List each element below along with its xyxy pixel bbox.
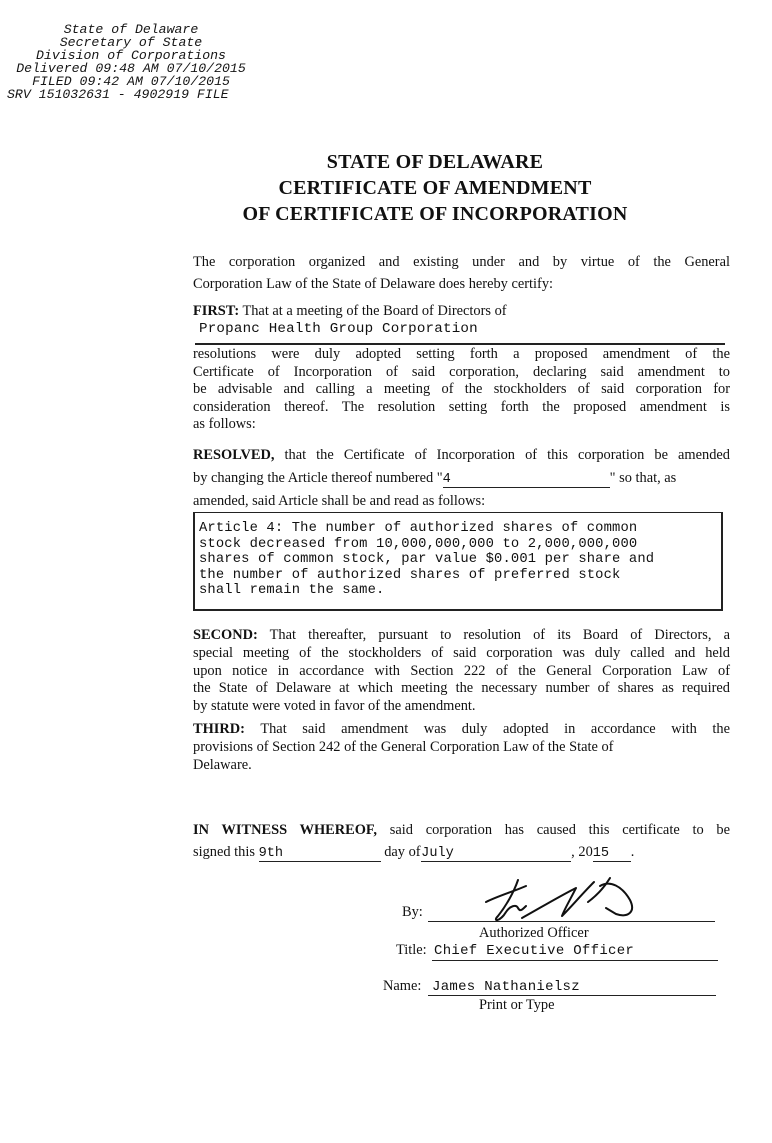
title-line-3: OF CERTIFICATE OF INCORPORATION — [242, 203, 628, 225]
document-title — [200, 149, 670, 227]
second-line: the State of Delaware at which meeting the necessary number of shares as required — [193, 680, 730, 697]
article-number-field: 4 — [443, 473, 610, 488]
stamp-line: State of Delaware — [63, 22, 199, 37]
third-line: Delaware. — [193, 756, 252, 773]
officer-name-field: James Nathanielsz — [432, 979, 580, 995]
name-label: Name: — [383, 978, 422, 994]
third-line — [193, 721, 730, 739]
company-name-underline — [195, 343, 725, 345]
name-underline — [428, 995, 716, 996]
authorized-officer-caption: Authorized Officer — [479, 925, 589, 941]
second-line — [193, 627, 730, 645]
signature-stroke — [486, 886, 526, 902]
second-line: upon notice in accordance with Section 222 of the General Corporation Law of — [193, 662, 730, 679]
resolved-text: that the Certificate of Incorporation of this corporation be amended — [274, 447, 730, 463]
first-label: FIRST: — [193, 303, 240, 319]
resolved-line — [193, 444, 730, 467]
resolved-clause — [193, 444, 730, 513]
intro-line: Corporation Law of the State of Delaware does hereby certify: — [193, 276, 554, 292]
second-label: SECOND: — [193, 627, 258, 643]
witness-date-line — [193, 841, 730, 863]
article-amendment-text — [199, 521, 719, 599]
intro-line: The corporation organized and existing under and by virtue of the General — [193, 254, 730, 270]
day-of-label: day of — [384, 844, 421, 860]
first-clause-body — [193, 346, 730, 434]
print-or-type-caption: Print or Type — [479, 997, 555, 1013]
stamp-line: Secretary of State — [59, 35, 203, 50]
stamp-line: SRV 151032631 - 4902919 FILE — [7, 87, 229, 102]
year-prefix: , 20 — [571, 844, 593, 860]
first-line: consideration thereof. The resolution setting forth the proposed amendment is — [193, 398, 730, 415]
signature-stroke — [496, 880, 526, 920]
article-line: the number of authorized shares of preferred stock — [199, 567, 621, 583]
stamp-line: Delivered 09:48 AM 07/10/2015 — [16, 61, 246, 76]
article-line: shares of common stock, par value $0.001 per share and — [199, 552, 655, 568]
stamp-line: FILED 09:42 AM 07/10/2015 — [32, 74, 230, 89]
second-clause — [193, 627, 730, 716]
witness-clause — [193, 819, 730, 863]
third-label: THIRD: — [193, 721, 245, 737]
stamp-line: Division of Corporations — [36, 48, 226, 63]
article-line: stock decreased from 10,000,000,000 to 2,000,000,000 — [199, 536, 638, 552]
title-line-2: CERTIFICATE OF AMENDMENT — [278, 177, 592, 199]
resolved-prefix: by changing the Article thereof numbered " — [193, 470, 443, 486]
third-line: provisions of Section 242 of the General Corporation Law of the State of — [193, 738, 614, 755]
witness-line — [193, 819, 730, 841]
first-line: as follows: — [193, 416, 256, 432]
second-line: by statute were voted in favor of the amendment. — [193, 698, 476, 715]
first-line: Certificate of Incorporation of said corporation, declaring said amendment to — [193, 363, 730, 380]
article-line: Article 4: The number of authorized shares of common — [199, 521, 638, 536]
resolved-line — [193, 467, 730, 490]
first-line: be advisable and calling a meeting of the stockholders of said corporation for — [193, 381, 730, 397]
title-line-1: STATE OF DELAWARE — [326, 151, 544, 173]
first-line: resolutions were duly adopted setting forth a proposed amendment of the — [193, 346, 730, 362]
resolved-suffix: " so that, as — [609, 470, 677, 486]
officer-title-field: Chief Executive Officer — [434, 943, 635, 959]
date-period: . — [630, 844, 635, 860]
second-text: That thereafter, pursuant to resolution of its Board of Directors, a — [257, 627, 730, 643]
company-name-field: Propanc Health Group Corporation — [199, 321, 478, 337]
first-clause-heading — [193, 302, 730, 320]
title-underline — [432, 960, 718, 961]
signed-year-field: 15 — [593, 847, 631, 862]
signature-stroke — [522, 882, 594, 918]
first-text: That at a meeting of the Board of Directors of — [239, 303, 507, 319]
signed-this-label: signed this — [193, 844, 255, 860]
signature-stroke — [588, 878, 632, 915]
second-line: special meeting of the stockholders of said corporation was duly called and held — [193, 644, 730, 661]
intro-paragraph — [193, 253, 730, 293]
article-line: shall remain the same. — [199, 583, 385, 599]
third-text: That said amendment was duly adopted in accordance with the — [244, 721, 730, 737]
witness-text: said corporation has caused this certificate to be — [377, 822, 730, 838]
signed-month-field: July — [421, 847, 571, 862]
signed-day-field: 9th — [259, 847, 381, 862]
third-clause — [193, 721, 730, 774]
by-label: By: — [402, 904, 423, 920]
title-label: Title: — [396, 942, 427, 958]
filing-stamp — [0, 23, 262, 101]
resolved-label: RESOLVED, — [193, 447, 275, 463]
resolved-line: amended, said Article shall be and read as follows: — [193, 493, 486, 509]
witness-label: IN WITNESS WHEREOF, — [193, 822, 378, 838]
handwritten-signature — [478, 872, 648, 924]
